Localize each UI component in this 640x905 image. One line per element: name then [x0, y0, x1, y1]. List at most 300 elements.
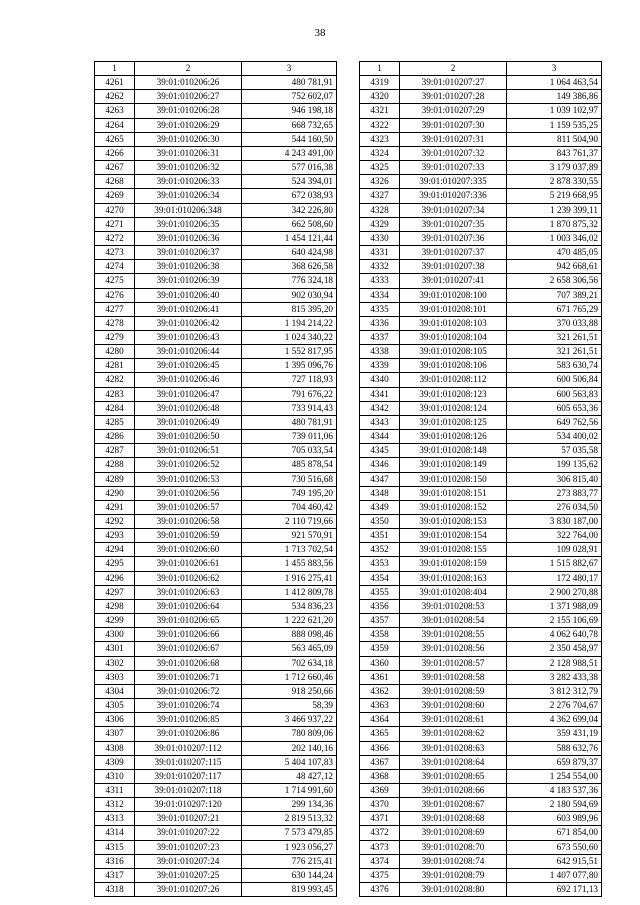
value-cell: 583 630,74 [507, 359, 602, 373]
table-row [360, 755, 602, 769]
value-cell: 563 465,09 [242, 642, 337, 656]
cadastral-number-cell: 39:01:010208:105 [400, 345, 507, 359]
cadastral-number-cell: 39:01:010208:69 [400, 826, 507, 840]
table-row [360, 302, 602, 316]
cadastral-number-cell: 39:01:010208:150 [400, 472, 507, 486]
table-row [95, 599, 337, 613]
value-cell: 342 226,80 [242, 203, 337, 217]
cadastral-number-cell: 39:01:010208:60 [400, 699, 507, 713]
cadastral-number-cell: 39:01:010208:62 [400, 727, 507, 741]
value-cell: 1 239 399,11 [507, 203, 602, 217]
row-number-cell: 4313 [95, 812, 135, 826]
table-row [360, 415, 602, 429]
table-row [360, 854, 602, 868]
row-number-cell: 4326 [360, 175, 400, 189]
registry-table-left [94, 61, 337, 897]
value-cell: 705 033,54 [242, 444, 337, 458]
row-number-cell: 4261 [95, 76, 135, 90]
cadastral-number-cell: 39:01:010208:67 [400, 798, 507, 812]
cadastral-number-cell: 39:01:010207:26 [135, 883, 242, 897]
row-number-cell: 4371 [360, 812, 400, 826]
table-row [360, 401, 602, 415]
value-cell: 946 198,18 [242, 104, 337, 118]
row-number-cell: 4317 [95, 868, 135, 882]
cadastral-number-cell: 39:01:010206:57 [135, 500, 242, 514]
row-number-cell: 4299 [95, 614, 135, 628]
table-row [95, 217, 337, 231]
cadastral-number-cell: 39:01:010208:70 [400, 840, 507, 854]
table-row [95, 444, 337, 458]
row-number-cell: 4285 [95, 415, 135, 429]
row-number-cell: 4308 [95, 741, 135, 755]
table-row [95, 189, 337, 203]
row-number-cell: 4273 [95, 246, 135, 260]
table-row [95, 430, 337, 444]
value-cell: 524 394,01 [242, 175, 337, 189]
value-cell: 662 508,60 [242, 217, 337, 231]
row-number-cell: 4354 [360, 571, 400, 585]
row-number-cell: 4302 [95, 656, 135, 670]
cadastral-number-cell: 39:01:010206:86 [135, 727, 242, 741]
table-row [95, 543, 337, 557]
cadastral-number-cell: 39:01:010206:348 [135, 203, 242, 217]
value-cell: 2 658 306,56 [507, 274, 602, 288]
table-row [95, 840, 337, 854]
value-cell: 918 250,66 [242, 684, 337, 698]
table-row [360, 599, 602, 613]
row-number-cell: 4365 [360, 727, 400, 741]
value-cell: 1 412 809,78 [242, 585, 337, 599]
table-row [95, 585, 337, 599]
row-number-cell: 4292 [95, 515, 135, 529]
value-cell: 321 261,51 [507, 345, 602, 359]
cadastral-number-cell: 39:01:010208:66 [400, 783, 507, 797]
cadastral-number-cell: 39:01:010206:50 [135, 430, 242, 444]
cadastral-number-cell: 39:01:010208:80 [400, 883, 507, 897]
table-row [360, 543, 602, 557]
cadastral-number-cell: 39:01:010208:163 [400, 571, 507, 585]
row-number-cell: 4280 [95, 345, 135, 359]
table-header-row [95, 62, 337, 76]
table-row [95, 628, 337, 642]
value-cell: 2 878 330,55 [507, 175, 602, 189]
table-row [360, 90, 602, 104]
row-number-cell: 4359 [360, 642, 400, 656]
table-row [360, 104, 602, 118]
row-number-cell: 4307 [95, 727, 135, 741]
table-row [95, 500, 337, 514]
value-cell: 811 504,90 [507, 132, 602, 146]
value-cell: 1 159 535,25 [507, 118, 602, 132]
cadastral-number-cell: 39:01:010206:74 [135, 699, 242, 713]
row-number-cell: 4369 [360, 783, 400, 797]
table-row [360, 571, 602, 585]
row-number-cell: 4287 [95, 444, 135, 458]
value-cell: 1 064 463,54 [507, 76, 602, 90]
cadastral-number-cell: 39:01:010207:120 [135, 798, 242, 812]
value-cell: 109 028,91 [507, 543, 602, 557]
row-number-cell: 4362 [360, 684, 400, 698]
value-cell: 630 144,24 [242, 868, 337, 882]
cadastral-number-cell: 39:01:010206:48 [135, 401, 242, 415]
value-cell: 2 128 988,51 [507, 656, 602, 670]
row-number-cell: 4357 [360, 614, 400, 628]
cadastral-number-cell: 39:01:010206:65 [135, 614, 242, 628]
table-row [360, 246, 602, 260]
cadastral-number-cell: 39:01:010206:30 [135, 132, 242, 146]
cadastral-number-cell: 39:01:010208:53 [400, 599, 507, 613]
table-row [95, 713, 337, 727]
cadastral-number-cell: 39:01:010206:58 [135, 515, 242, 529]
table-row [360, 727, 602, 741]
table-row [95, 486, 337, 500]
row-number-cell: 4262 [95, 90, 135, 104]
value-cell: 3 179 037,89 [507, 161, 602, 175]
row-number-cell: 4350 [360, 515, 400, 529]
cadastral-number-cell: 39:01:010206:67 [135, 642, 242, 656]
table-row [95, 472, 337, 486]
table-row [95, 146, 337, 160]
value-cell: 57 035,58 [507, 444, 602, 458]
row-number-cell: 4296 [95, 571, 135, 585]
cadastral-number-cell: 39:01:010208:100 [400, 288, 507, 302]
value-cell: 704 460,42 [242, 500, 337, 514]
row-number-cell: 4310 [95, 769, 135, 783]
cadastral-number-cell: 39:01:010206:38 [135, 260, 242, 274]
cadastral-number-cell: 39:01:010208:159 [400, 557, 507, 571]
cadastral-number-cell: 39:01:010206:66 [135, 628, 242, 642]
page-number: 38 [314, 27, 326, 39]
value-cell: 534 400,02 [507, 430, 602, 444]
value-cell: 659 879,37 [507, 755, 602, 769]
cadastral-number-cell: 39:01:010208:58 [400, 670, 507, 684]
cadastral-number-cell: 39:01:010206:26 [135, 76, 242, 90]
row-number-cell: 4289 [95, 472, 135, 486]
table-row [95, 246, 337, 260]
table-row [95, 76, 337, 90]
cadastral-number-cell: 39:01:010207:32 [400, 146, 507, 160]
table-row [360, 585, 602, 599]
value-cell: 48 427,12 [242, 769, 337, 783]
value-cell: 1 194 214,22 [242, 316, 337, 330]
cadastral-number-cell: 39:01:010206:28 [135, 104, 242, 118]
table-row [95, 161, 337, 175]
cadastral-number-cell: 39:01:010206:60 [135, 543, 242, 557]
value-cell: 2 276 704,67 [507, 699, 602, 713]
cadastral-number-cell: 39:01:010208:64 [400, 755, 507, 769]
row-number-cell: 4368 [360, 769, 400, 783]
value-cell: 671 765,29 [507, 302, 602, 316]
cadastral-number-cell: 39:01:010206:34 [135, 189, 242, 203]
cadastral-number-cell: 39:01:010206:49 [135, 415, 242, 429]
cadastral-number-cell: 39:01:010206:62 [135, 571, 242, 585]
table-row [360, 288, 602, 302]
table-row [360, 699, 602, 713]
value-cell: 276 034,50 [507, 500, 602, 514]
value-cell: 1 552 817,95 [242, 345, 337, 359]
value-cell: 600 506,84 [507, 373, 602, 387]
cadastral-number-cell: 39:01:010208:151 [400, 486, 507, 500]
value-cell: 752 602,07 [242, 90, 337, 104]
value-cell: 3 282 433,38 [507, 670, 602, 684]
table-row [360, 260, 602, 274]
value-cell: 3 466 937,22 [242, 713, 337, 727]
table-row [360, 345, 602, 359]
value-cell: 749 195,20 [242, 486, 337, 500]
cadastral-number-cell: 39:01:010208:57 [400, 656, 507, 670]
table-row [95, 231, 337, 245]
row-number-cell: 4361 [360, 670, 400, 684]
row-number-cell: 4314 [95, 826, 135, 840]
cadastral-number-cell: 39:01:010207:38 [400, 260, 507, 274]
table-row [360, 812, 602, 826]
value-cell: 791 676,22 [242, 387, 337, 401]
table-row [360, 330, 602, 344]
value-cell: 1 407 077,80 [507, 868, 602, 882]
table-row [95, 812, 337, 826]
row-number-cell: 4275 [95, 274, 135, 288]
row-number-cell: 4300 [95, 628, 135, 642]
table-row [360, 500, 602, 514]
value-cell: 544 160,50 [242, 132, 337, 146]
table-row [95, 345, 337, 359]
cadastral-number-cell: 39:01:010207:25 [135, 868, 242, 882]
cadastral-number-cell: 39:01:010208:152 [400, 500, 507, 514]
row-number-cell: 4298 [95, 599, 135, 613]
value-cell: 1 222 621,20 [242, 614, 337, 628]
table-row [95, 557, 337, 571]
cadastral-number-cell: 39:01:010206:63 [135, 585, 242, 599]
row-number-cell: 4330 [360, 231, 400, 245]
row-number-cell: 4340 [360, 373, 400, 387]
table-row [95, 415, 337, 429]
value-cell: 2 819 513,32 [242, 812, 337, 826]
row-number-cell: 4363 [360, 699, 400, 713]
row-number-cell: 4358 [360, 628, 400, 642]
table-row [95, 288, 337, 302]
table-row [95, 274, 337, 288]
row-number-cell: 4352 [360, 543, 400, 557]
value-cell: 273 883,77 [507, 486, 602, 500]
table-row [360, 231, 602, 245]
value-cell: 843 761,37 [507, 146, 602, 160]
row-number-cell: 4370 [360, 798, 400, 812]
cadastral-number-cell: 39:01:010207:33 [400, 161, 507, 175]
row-number-cell: 4263 [95, 104, 135, 118]
cadastral-number-cell: 39:01:010208:68 [400, 812, 507, 826]
row-number-cell: 4266 [95, 146, 135, 160]
row-number-cell: 4320 [360, 90, 400, 104]
row-number-cell: 4360 [360, 656, 400, 670]
table-row [95, 769, 337, 783]
cadastral-number-cell: 39:01:010208:55 [400, 628, 507, 642]
table-row [95, 755, 337, 769]
value-cell: 1 454 121,44 [242, 231, 337, 245]
row-number-cell: 4269 [95, 189, 135, 203]
table-row [360, 557, 602, 571]
row-number-cell: 4329 [360, 217, 400, 231]
row-number-cell: 4345 [360, 444, 400, 458]
table-row [360, 203, 602, 217]
table-row [360, 529, 602, 543]
table-row [95, 798, 337, 812]
cadastral-number-cell: 39:01:010207:335 [400, 175, 507, 189]
row-number-cell: 4344 [360, 430, 400, 444]
table-row [360, 118, 602, 132]
value-cell: 4 183 537,36 [507, 783, 602, 797]
value-cell: 1 712 660,46 [242, 670, 337, 684]
cadastral-number-cell: 39:01:010206:45 [135, 359, 242, 373]
value-cell: 3 812 312,79 [507, 684, 602, 698]
table-row [360, 316, 602, 330]
table-row [95, 614, 337, 628]
cadastral-number-cell: 39:01:010207:112 [135, 741, 242, 755]
cadastral-number-cell: 39:01:010208:56 [400, 642, 507, 656]
value-cell: 306 815,40 [507, 472, 602, 486]
value-cell: 480 781,91 [242, 415, 337, 429]
row-number-cell: 4338 [360, 345, 400, 359]
value-cell: 921 570,91 [242, 529, 337, 543]
table-row [360, 132, 602, 146]
value-cell: 707 389,21 [507, 288, 602, 302]
cadastral-number-cell: 39:01:010208:61 [400, 713, 507, 727]
table-row [95, 699, 337, 713]
column-header-number: 1 [95, 62, 135, 76]
value-cell: 671 854,00 [507, 826, 602, 840]
cadastral-number-cell: 39:01:010206:71 [135, 670, 242, 684]
row-number-cell: 4333 [360, 274, 400, 288]
cadastral-number-cell: 39:01:010207:23 [135, 840, 242, 854]
value-cell: 2 180 594,69 [507, 798, 602, 812]
column-header-value: 3 [242, 62, 337, 76]
table-row [360, 741, 602, 755]
cadastral-number-cell: 39:01:010207:117 [135, 769, 242, 783]
cadastral-number-cell: 39:01:010207:118 [135, 783, 242, 797]
value-cell: 692 171,13 [507, 883, 602, 897]
table-row [360, 883, 602, 897]
row-number-cell: 4339 [360, 359, 400, 373]
row-number-cell: 4321 [360, 104, 400, 118]
row-number-cell: 4279 [95, 330, 135, 344]
cadastral-number-cell: 39:01:010208:155 [400, 543, 507, 557]
cadastral-number-cell: 39:01:010208:79 [400, 868, 507, 882]
row-number-cell: 4272 [95, 231, 135, 245]
table-row [95, 90, 337, 104]
table-row [95, 571, 337, 585]
value-cell: 1 870 875,32 [507, 217, 602, 231]
row-number-cell: 4341 [360, 387, 400, 401]
row-number-cell: 4331 [360, 246, 400, 260]
cadastral-number-cell: 39:01:010207:36 [400, 231, 507, 245]
cadastral-number-cell: 39:01:010206:40 [135, 288, 242, 302]
row-number-cell: 4337 [360, 330, 400, 344]
cadastral-number-cell: 39:01:010208:153 [400, 515, 507, 529]
table-row [95, 868, 337, 882]
cadastral-number-cell: 39:01:010206:47 [135, 387, 242, 401]
table-row [360, 656, 602, 670]
table-row [360, 76, 602, 90]
cadastral-number-cell: 39:01:010206:85 [135, 713, 242, 727]
value-cell: 902 030,94 [242, 288, 337, 302]
cadastral-number-cell: 39:01:010208:112 [400, 373, 507, 387]
cadastral-number-cell: 39:01:010208:54 [400, 614, 507, 628]
table-row [360, 713, 602, 727]
cadastral-number-cell: 39:01:010206:33 [135, 175, 242, 189]
cadastral-number-cell: 39:01:010208:123 [400, 387, 507, 401]
value-cell: 673 550,60 [507, 840, 602, 854]
row-number-cell: 4366 [360, 741, 400, 755]
row-number-cell: 4319 [360, 76, 400, 90]
value-cell: 5 404 107,83 [242, 755, 337, 769]
row-number-cell: 4278 [95, 316, 135, 330]
table-row [360, 274, 602, 288]
value-cell: 321 261,51 [507, 330, 602, 344]
table-row [360, 458, 602, 472]
cadastral-number-cell: 39:01:010206:64 [135, 599, 242, 613]
table-row [95, 401, 337, 415]
value-cell: 370 033,88 [507, 316, 602, 330]
cadastral-number-cell: 39:01:010206:31 [135, 146, 242, 160]
column-header-cadastral-number: 2 [400, 62, 507, 76]
row-number-cell: 4328 [360, 203, 400, 217]
row-number-cell: 4374 [360, 854, 400, 868]
cadastral-number-cell: 39:01:010208:148 [400, 444, 507, 458]
table-row [95, 656, 337, 670]
value-cell: 672 038,93 [242, 189, 337, 203]
table-row [95, 883, 337, 897]
value-cell: 605 653,36 [507, 401, 602, 415]
table-row [360, 826, 602, 840]
value-cell: 640 424,98 [242, 246, 337, 260]
cadastral-number-cell: 39:01:010207:22 [135, 826, 242, 840]
cadastral-number-cell: 39:01:010208:101 [400, 302, 507, 316]
row-number-cell: 4284 [95, 401, 135, 415]
cadastral-number-cell: 39:01:010208:124 [400, 401, 507, 415]
cadastral-number-cell: 39:01:010208:63 [400, 741, 507, 755]
cadastral-number-cell: 39:01:010207:34 [400, 203, 507, 217]
table-row [360, 189, 602, 203]
row-number-cell: 4297 [95, 585, 135, 599]
value-cell: 603 989,96 [507, 812, 602, 826]
cadastral-number-cell: 39:01:010207:41 [400, 274, 507, 288]
value-cell: 7 573 479,85 [242, 826, 337, 840]
table-row [95, 854, 337, 868]
row-number-cell: 4271 [95, 217, 135, 231]
table-header-row [360, 62, 602, 76]
row-number-cell: 4293 [95, 529, 135, 543]
value-cell: 1 714 991,60 [242, 783, 337, 797]
value-cell: 819 993,45 [242, 883, 337, 897]
value-cell: 199 135,62 [507, 458, 602, 472]
row-number-cell: 4270 [95, 203, 135, 217]
table-row [95, 741, 337, 755]
cadastral-number-cell: 39:01:010207:31 [400, 132, 507, 146]
cadastral-number-cell: 39:01:010208:59 [400, 684, 507, 698]
value-cell: 739 011,06 [242, 430, 337, 444]
value-cell: 534 836,23 [242, 599, 337, 613]
value-cell: 2 350 458,97 [507, 642, 602, 656]
row-number-cell: 4334 [360, 288, 400, 302]
row-number-cell: 4367 [360, 755, 400, 769]
cadastral-number-cell: 39:01:010207:336 [400, 189, 507, 203]
cadastral-number-cell: 39:01:010206:56 [135, 486, 242, 500]
cadastral-number-cell: 39:01:010206:53 [135, 472, 242, 486]
value-cell: 1 455 883,56 [242, 557, 337, 571]
row-number-cell: 4301 [95, 642, 135, 656]
table-row [95, 670, 337, 684]
value-cell: 815 395,20 [242, 302, 337, 316]
value-cell: 299 134,36 [242, 798, 337, 812]
